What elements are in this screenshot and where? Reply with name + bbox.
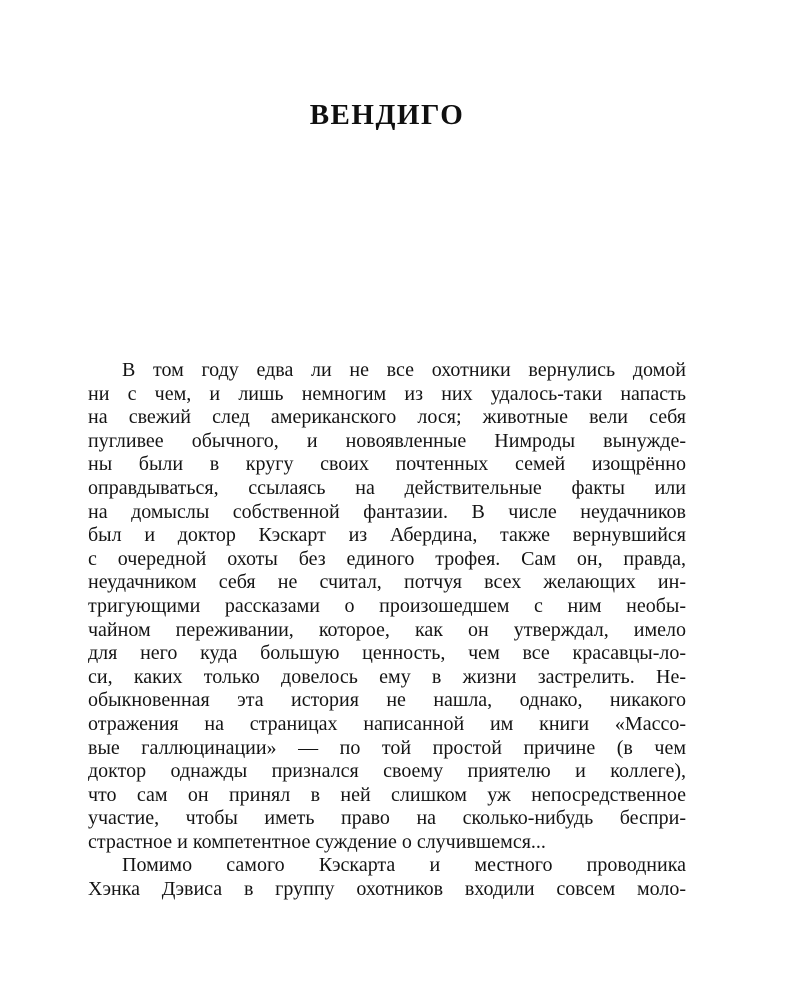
text-line: отражения на страницах написанной им книги «Массо- <box>88 712 686 735</box>
text-line: с очередной охоты без единого трофея. Сам он, правда, <box>88 547 686 570</box>
text-line: В том году едва ли не все охотники вернулись домой <box>122 359 686 381</box>
text-line: Помимо самого Кэскарта и местного проводника <box>122 854 686 877</box>
text-line: обыкновенная эта история не нашла, однако, никакого <box>88 689 686 712</box>
text-line: участие, чтобы иметь право на сколько-нибудь беспри- <box>88 807 686 830</box>
text-line: Хэнка Дэвиса в группу охотников входили совсем моло- <box>88 878 686 901</box>
text-line: ни с чем, и лишь немногим из них удалось-таки напасть <box>88 382 686 405</box>
text-line: доктор однажды признался своему приятелю и коллеге), <box>88 760 686 783</box>
text-line: был и доктор Кэскарт из Абердина, также вернувшийся <box>88 524 686 547</box>
text-line: для него куда большую ценность, чем все красавцы-ло- <box>88 642 686 665</box>
text-line: на домыслы собственной фантазии. В числе неудачников <box>88 500 686 523</box>
paragraph <box>88 854 686 901</box>
text-line: на свежий след американского лося; животные вели себя <box>88 406 686 429</box>
text-line: тригующими рассказами о произошедшем с ним необы- <box>88 594 686 617</box>
paragraph <box>88 359 686 854</box>
text-line: си, каких только довелось ему в жизни застрелить. Не- <box>88 665 686 688</box>
text-line: страстное и компетентное суждение о случившемся... <box>88 830 546 853</box>
chapter-title: ВЕНДИГО <box>309 99 465 131</box>
text-line: пугливее обычного, и новоявленные Нимроды вынужде- <box>88 429 686 452</box>
text-line: вые галлюцинации» — по той простой причине (в чем <box>88 736 686 759</box>
text-line: неудачником себя не считал, потчуя всех желающих ин- <box>88 571 686 594</box>
text-line: чайном переживании, которое, как он утверждал, имело <box>88 618 686 641</box>
text-line: оправдываться, ссылаясь на действительные факты или <box>88 476 686 499</box>
body-text <box>88 359 686 902</box>
text-line: что сам он принял в ней слишком уж непосредственное <box>88 783 686 806</box>
text-line: ны были в кругу своих почтенных семей изощрённо <box>88 453 686 476</box>
